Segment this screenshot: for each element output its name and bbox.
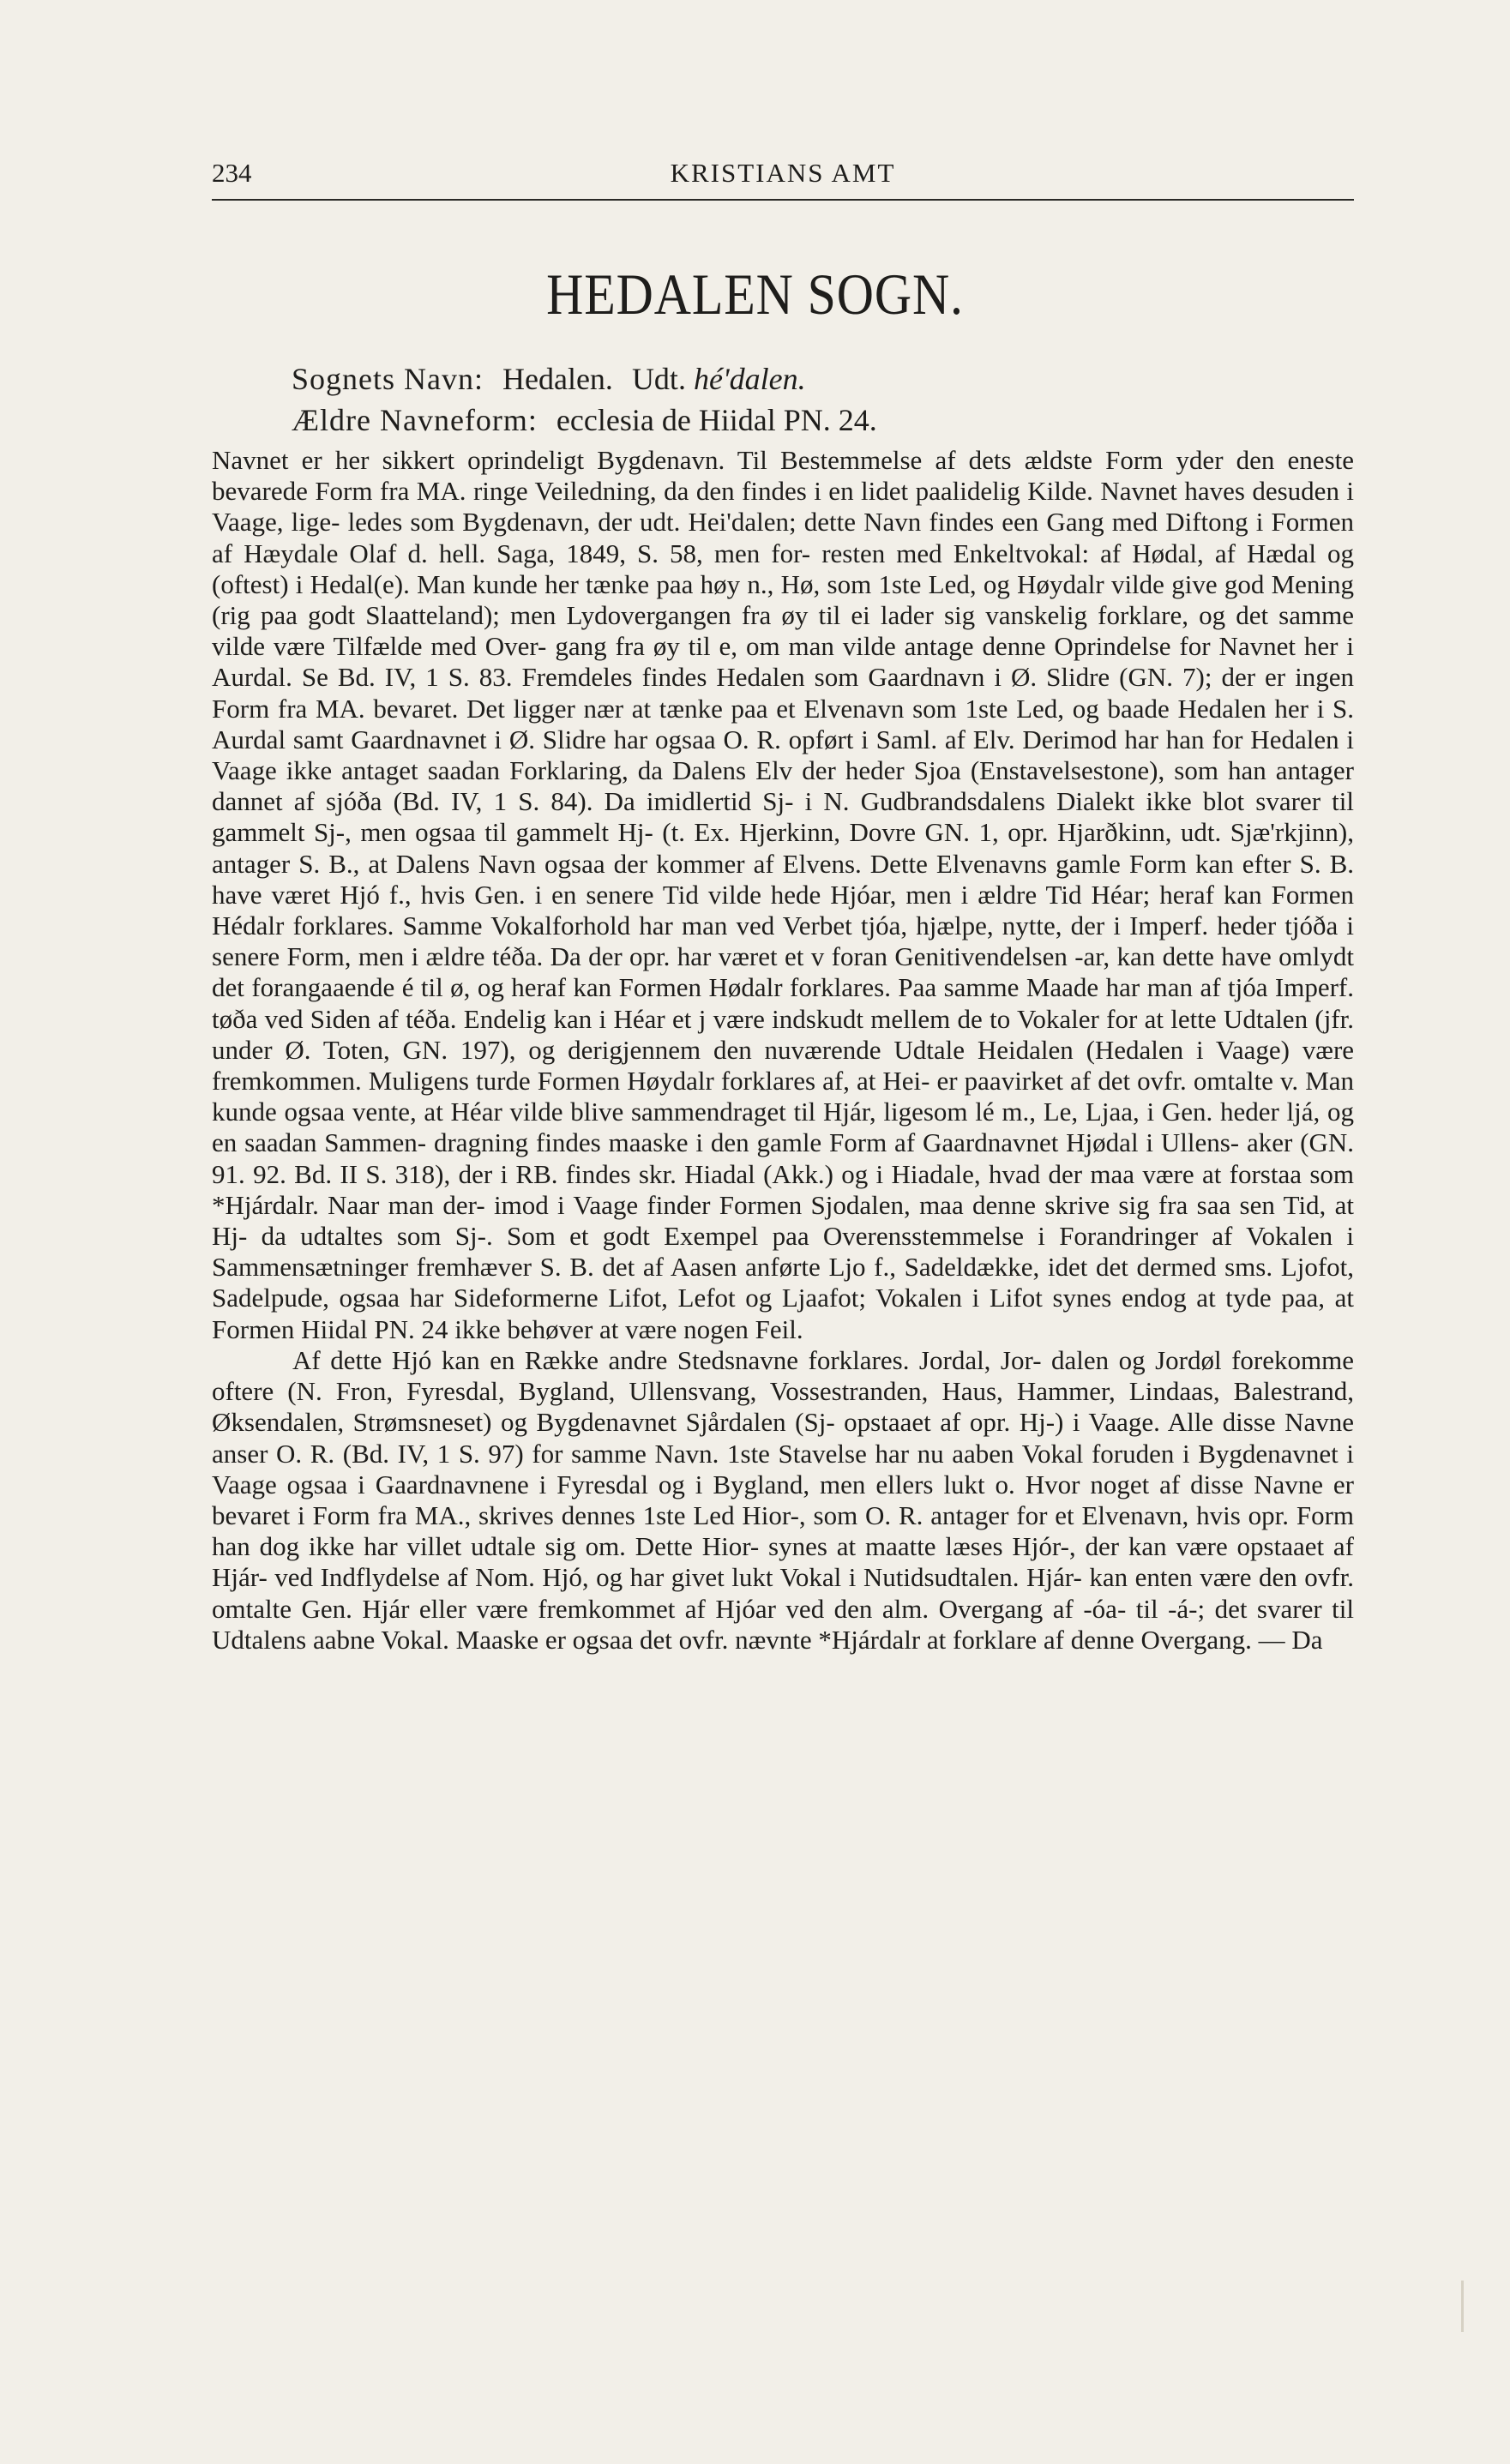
text-line: Vokaler for at lette Udtalen (jfr. under Ø. Toten, GN. 197), og derigjennem (212, 1003, 1361, 1065)
text-line: Hiadale, hvad der maa være at forstaa som *Hjárdalr. Naar man der- (212, 1158, 1361, 1220)
text-line: Vossestranden, Haus, Hammer, Lindaas, Balestrand, Øksendalen, Strømsneset) og (212, 1376, 1361, 1438)
text-line: turde Formen Høydalr forklares af, at Hei- er paavirket af det ovfr. (475, 1066, 1187, 1097)
older-name-label: Ældre Navneform: (292, 403, 538, 437)
text-line: ældste Form yder den eneste bevarede Form fra MA. ringe Veiledning, da (212, 445, 1361, 507)
body-text (212, 445, 1361, 1656)
text-line: Bygdenavnet Sjårdalen (Sj- opstaaet af opr. Hj-) i Vaage. Alle disse Navne (536, 1407, 1354, 1438)
page-number: 234 (212, 158, 252, 188)
text-line: været Hjó f., hvis Gen. i en senere Tid vilde hede Hjóar, men i ældre Tid (271, 879, 1082, 910)
text-line: aker (GN. 91. 92. Bd. II S. 318), der i RB. findes skr. Hiadal (Akk.) og i (212, 1127, 1361, 1189)
text-line: den nuværende Udtale Heidalen (Hedalen i Vaage) være fremkommen. Muligens (212, 1034, 1361, 1097)
text-line: Forandringer af Vokalen i Sammensætninger fremhæver S. B. det af Aasen (212, 1221, 1361, 1283)
text-line: Vokal foruden i Bygdenavnet i Vaage ogsaa i Gaardnavnene i Fyresdal og i (212, 1438, 1361, 1499)
text-line: paa, at Formen Hiidal PN. 24 ikke behøver at være nogen Feil. (212, 1283, 1361, 1344)
text-line: Nom. Hjó, og har givet lukt Vokal i Nutidsudtalen. Hjár- kan enten være (475, 1562, 1252, 1593)
parish-name-label: Sognets Navn: (292, 362, 484, 396)
text-line: hvis opr. Form han dog ikke har villet udtale sig om. Dette Hior- synes (212, 1499, 1361, 1562)
text-line: Overgang af -óa- til -á-; det svarer til Udtalens aabne Vokal. Maaske er (212, 1593, 1361, 1655)
parish-name-value: Hedalen. (502, 362, 613, 396)
text-line: man ved Verbet tjóa, hjælpe, nytte, der i Imperf. heder tjóða i senere (212, 910, 1361, 972)
pronunciation-label: Udt. (631, 362, 686, 396)
text-line: Ø. Slidre (GN. 7); der er ingen Form fra MA. bevaret. Det ligger nær at (212, 662, 1361, 724)
text-line: Hødalr forklares. Paa samme Maade har man af tjóa Imperf. tøða ved (212, 972, 1361, 1034)
older-name-value: ecclesia de Hiidal PN. 24. (556, 403, 877, 437)
text-line: ogsaa det ovfr. nævnte *Hjárdalr at forklare af denne Overgang. — Da (572, 1624, 1323, 1655)
text-line: omtalte v. Man kunde ogsaa vente, at Héar vilde blive sammendraget til (212, 1066, 1361, 1127)
text-line: den ovfr. omtalte Gen. Hjár eller være fremkommet af Hjóar ved den alm. (212, 1562, 1361, 1624)
text-line: gammelt Sj-, men ogsaa til gammelt Hj- (t. Ex. Hjerkinn, Dovre GN. 1, (212, 817, 999, 848)
text-line: ledes som Bygdenavn, der udt. Hei'dalen; dette Navn findes een Gang med (347, 507, 1158, 538)
page-title: HEDALEN SOGN. (546, 261, 964, 327)
text-line: S. 84). Da imidlertid Sj- i N. Gudbrandsdalens Dialekt ikke blot svarer til (518, 786, 1355, 817)
text-line: den findes i en lidet paalidelig Kilde. Navnet haves desuden i Vaage, lige- (212, 476, 1361, 538)
body-paragraph (212, 445, 1361, 1345)
text-line: dragning findes maaske i den gamle Form af Gaardnavnet Hjødal i Ullens- (433, 1127, 1240, 1158)
text-line: at maatte læses Hjór-, der kan være opstaaet af Hjár- ved Indflydelse af (212, 1531, 1361, 1593)
text-line: Hjár, ligesom lé m., Le, Ljaa, i Gen. heder ljá, og en saadan Sammen- (212, 1097, 1361, 1158)
text-line: at Hj- da udtaltes som Sj-. Som et godt Exempel paa Overensstemmelse i (212, 1189, 1361, 1252)
header-divider (212, 199, 1354, 201)
text-line: gang fra øy til e, om man vilde antage denne Oprindelse for Navnet her i (555, 631, 1355, 662)
text-line: dalen og Jordøl forekomme oftere (N. Fron, Fyresdal, Bygland, Ullensvang, (212, 1344, 1361, 1407)
text-line: Héar; heraf kan Formen Hédalr forklares. Samme Vokalforhold har (212, 879, 1361, 941)
text-line: Af dette Hjó kan en Række andre Stedsnavne forklares. Jordal, Jor- (292, 1344, 1042, 1375)
text-line: han for Hedalen i Vaage ikke antaget saadan Forklaring, da Dalens Elv der (212, 724, 1361, 786)
running-head-title: KRISTIANS AMT (670, 158, 896, 188)
text-line: har Sideformerne Lifot, Lefot og Ljaafot; Vokalen i Lifot synes endog at tyde (409, 1283, 1272, 1313)
text-line: resten med Enkeltvokal: af Hødal, af Hædal og (oftest) i Hedal(e). (212, 538, 1361, 599)
text-line: Gaardnavnet i Ø. Slidre har ogsaa O. R. opført i Saml. af Elv. Derimod har (351, 724, 1158, 754)
text-line: Bygland, men ellers lukt o. Hvor noget af disse Navne er bevaret i Form (212, 1469, 1361, 1530)
page-edge-mark (1461, 2281, 1464, 2332)
text-line: ei lader sig vanskelig forklare, og det samme vilde være Tilfælde med Over- (212, 600, 1361, 662)
text-line: Form, men i ældre téða. Da der opr. har været et v foran Genitivendelsen (286, 941, 1068, 972)
older-name-line (292, 400, 877, 441)
text-line: tænke paa et Elvenavn som 1ste Led, og baade Hedalen her i S. Aurdal samt (212, 693, 1360, 754)
text-line: anførte Ljo f., Sadeldække, idet det dermed sms. Ljofot, Sadelpude, ogsaa (212, 1252, 1361, 1313)
text-line: -ar, kan dette have omlydt det forangaaende é til ø, og heraf kan Formen (212, 941, 1361, 1003)
text-line: Man kunde her tænke paa høy n., Hø, som 1ste Led, og Høydalr vilde (417, 568, 1164, 599)
running-head (212, 158, 1354, 195)
text-line: Navnet er her sikkert oprindeligt Bygdenavn. Til Bestemmelse af dets (212, 445, 1012, 475)
text-line: opr. Hjarðkinn, udt. Sjæ'rkjinn), antager S. B., at Dalens Navn ogsaa (212, 817, 1361, 879)
text-line: der kommer af Elvens. Dette Elvenavns gamle Form kan efter S. B. have (212, 848, 1361, 910)
text-line: fra MA., skrives dennes 1ste Led Hior-, som O. R. antager for et Elvenavn, (377, 1499, 1189, 1530)
text-line: give god Mening (rig paa godt Slaatteland); men Lydovergangen fra øy til (212, 568, 1361, 631)
text-line: Siden af téða. Endelig kan i Héar et j være indskudt mellem de to (310, 1003, 1011, 1034)
text-line: Aurdal. Se Bd. IV, 1 S. 83. Fremdeles findes Hedalen som Gaardnavn i (212, 662, 1002, 693)
body-paragraph (212, 1344, 1361, 1656)
parish-name-info (292, 358, 877, 441)
text-line: anser O. R. (Bd. IV, 1 S. 97) for samme Navn. 1ste Stavelse har nu aaben (212, 1438, 1014, 1469)
text-line: imod i Vaage finder Formen Sjodalen, maa denne skrive sig fra saa sen Tid, (493, 1189, 1327, 1220)
parish-name-line (292, 358, 877, 400)
pronunciation-value: hé'dalen. (693, 362, 806, 396)
text-line: heder Sjoa (Enstavelsestone), som han antager dannet af sjóða (Bd. IV, 1 (212, 755, 1361, 817)
text-line: Diftong i Formen af Hæydale Olaf d. hell. Saga, 1849, S. 58, men for- (212, 507, 1361, 568)
